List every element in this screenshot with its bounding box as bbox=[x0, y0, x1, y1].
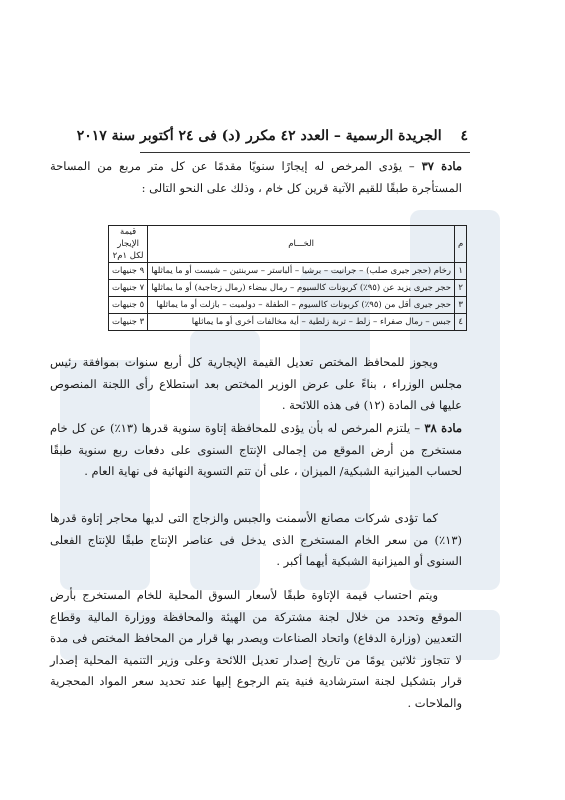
article-37 bbox=[50, 156, 462, 199]
header-no: م bbox=[455, 226, 467, 263]
header-divider bbox=[140, 152, 470, 153]
row-no: ٤ bbox=[455, 314, 467, 331]
page-number: ٤ bbox=[460, 128, 468, 144]
row-value: ٩ جنيهات bbox=[109, 263, 148, 280]
header-raw: الخـــام bbox=[148, 226, 455, 263]
article-37-label: مادة ٣٧ bbox=[421, 159, 462, 173]
header-value: قيمة الإيجار لكل ١م٢ bbox=[109, 226, 148, 263]
paragraph-factories: كما تؤدى شركات مصانع الأسمنت والجبس والزجاج التى لديها محاجر إتاوة قدرها (١٣٪) من سعر الخام المستخرج الذى يدخل فى عناصر الإنتاج طبقًا للإنتاج الفعلى السنوى أو الميزانية الشبكية أيهما أكبر . bbox=[50, 511, 462, 568]
row-no: ٢ bbox=[455, 280, 467, 297]
table-row bbox=[109, 263, 467, 280]
gazette-title: الجريدة الرسمية – العدد ٤٢ مكرر (د) فى ٢٤ أكتوبر سنة ٢٠١٧ bbox=[76, 128, 442, 144]
article-38-text: – يلتزم المرخص له بأن يؤدى للمحافظة إتاوة سنوية قدرها (١٣٪) عن كل خام مستخرج من أرض الموقع من إجمالى الإنتاج السنوى على دفعات ربع سنوية طبقًا لحساب الميزانية الشبكية/ الميزان ، على أن تتم التسوية النهائية فى نهاية العام . bbox=[50, 421, 462, 478]
article-38 bbox=[50, 418, 462, 483]
article-37-text: – يؤدى المرخص له إيجارًا سنويًا مقدمًا عن كل متر مربع من المساحة المستأجرة طبقًا للقيم الآتية قرين كل خام ، وذلك على النحو التالى : bbox=[50, 159, 462, 195]
row-raw: جبس – رمال صفراء – زلط – تربة زلطية – أية مخالفات أخرى أو ما يماثلها bbox=[148, 314, 455, 331]
row-value: ٥ جنيهات bbox=[109, 297, 148, 314]
table-row bbox=[109, 280, 467, 297]
row-value: ٧ جنيهات bbox=[109, 280, 148, 297]
paragraph-governor: ويجوز للمحافظ المختص تعديل القيمة الإيجارية كل أربع سنوات بموافقة رئيس مجلس الوزراء ، بناءً على عرض الوزير المختص بعد استطلاع رأى اللجنة المنصوص عليها فى المادة (١٢) فى هذه اللائحة . bbox=[50, 355, 462, 412]
table-header-row bbox=[109, 226, 467, 263]
row-value: ٣ جنيهات bbox=[109, 314, 148, 331]
article-38-label: مادة ٣٨ bbox=[424, 421, 462, 435]
paragraph-calculation: ويتم احتساب قيمة الإتاوة طبقًا لأسعار السوق المحلية للخام المستخرج بأرض الموقع وتحدد من خلال لجنة مشتركة من الهيئة والمحافظة ووزارة المالية وقطاع التعديين (وزارة الدفاع) واتحاد الصناعات ويصدر بها قرار من المحافظ المختص فى مدة لا تتجاوز ثلاثين يومًا من تاريخ إصدار تعديل اللائحة وعلى وزير التنمية المحلية إصدار قرار بتشكيل لجنة استرشادية فنية يتم الرجوع إليها عند تحديد سعر المواد المحجرية والملاحات . bbox=[50, 588, 462, 710]
row-no: ١ bbox=[455, 263, 467, 280]
row-raw: حجر جيرى أقل من (٩٥٪) كربونات كالسيوم – الطفلة – دولميت – بازلت أو ما يماثلها bbox=[148, 297, 455, 314]
page-header bbox=[76, 128, 468, 144]
row-raw: رخام (حجر جيرى صلب) – جرانيت – برشيا – ألباستر – سربنتين – شيست أو ما يماثلها bbox=[148, 263, 455, 280]
table-row bbox=[109, 314, 467, 331]
table-row bbox=[109, 297, 467, 314]
row-no: ٣ bbox=[455, 297, 467, 314]
row-raw: حجر جيرى يزيد عن (٩٥٪) كربونات كالسيوم – رمال بيضاء (رمال زجاجية) أو ما يماثلها bbox=[148, 280, 455, 297]
rent-table bbox=[108, 225, 467, 331]
